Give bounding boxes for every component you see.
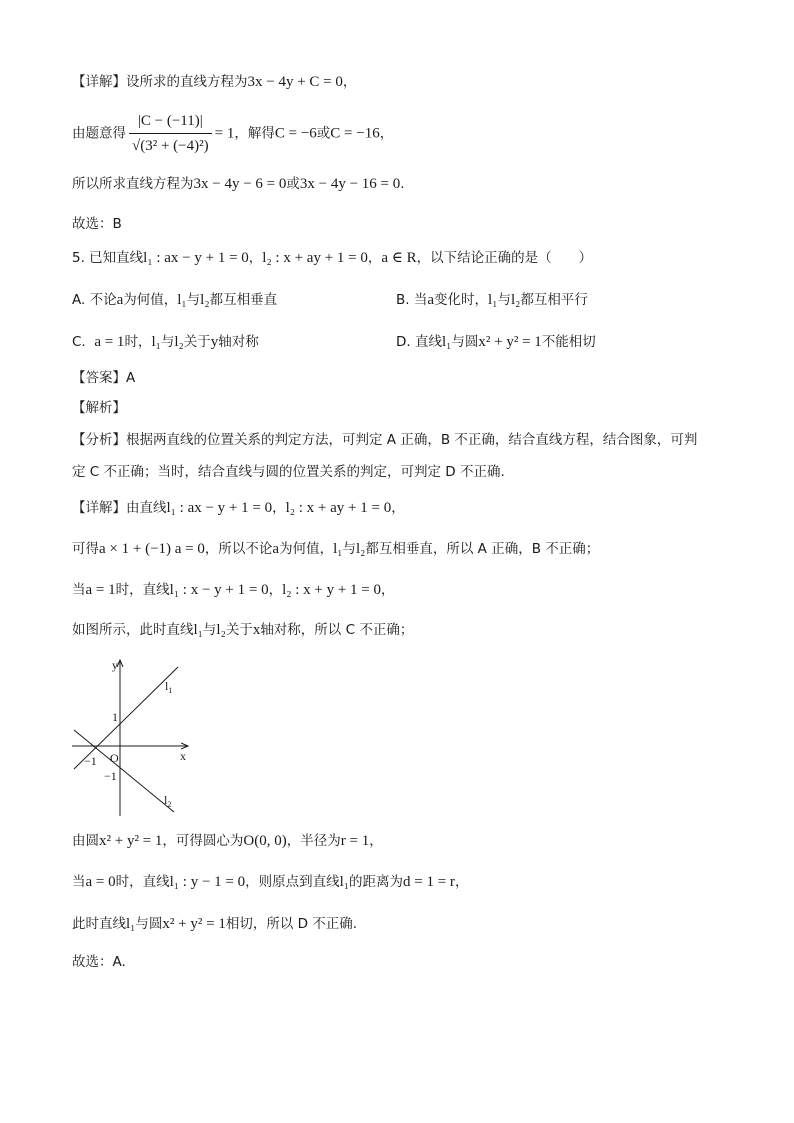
var: a	[116, 292, 124, 308]
detail-4	[72, 580, 395, 600]
var: a	[427, 292, 435, 308]
fraction-denominator: √(3² + (−4)²)	[132, 138, 209, 154]
punct: .	[400, 176, 405, 192]
text: ，则原点到直线	[245, 874, 340, 890]
text: 都互相垂直	[209, 292, 278, 308]
circle-eq: x² + y² = 1	[162, 916, 226, 932]
l1-graph-label	[165, 679, 172, 695]
text: 都互相平行	[520, 292, 588, 308]
text: 与圆	[135, 916, 163, 932]
condition: a ∈ R	[381, 250, 417, 266]
var: l₁	[339, 874, 350, 890]
distance-fraction	[129, 110, 212, 157]
line-equation: 3x − 4y + C = 0	[247, 74, 343, 90]
text: 时，直线	[115, 874, 170, 890]
l2-letter: l	[164, 793, 168, 807]
detail-text: 【详解】设所求的直线方程为	[72, 74, 248, 90]
text: 当	[72, 582, 86, 598]
var: l₂	[510, 292, 521, 308]
var: l₁	[126, 916, 136, 932]
solution-2: C = −16	[330, 125, 380, 142]
option-d	[396, 332, 596, 352]
var: l₁	[193, 622, 203, 638]
result-eq-1: 3x − 4y − 6 = 0	[193, 176, 287, 192]
equals-one: = 1	[214, 125, 235, 142]
var: l₁	[488, 292, 498, 308]
line-l2: l₂ : x + ay + 1 = 0	[285, 500, 392, 516]
punct: ，	[391, 500, 405, 516]
detail-8	[72, 914, 357, 934]
text: 直线	[414, 334, 442, 350]
l1-sub: 1	[168, 686, 173, 695]
text: 关于	[183, 334, 211, 350]
tick-label-neg1-x: −1	[84, 754, 97, 768]
text: 时，	[124, 334, 152, 350]
text: 当	[72, 874, 86, 890]
distance-equation-line	[72, 110, 393, 157]
l2-sub: 2	[167, 800, 172, 809]
perp-eq: a × 1 + (−1) a = 0	[99, 541, 205, 557]
var: l₂	[174, 334, 184, 350]
var: a = 1	[85, 582, 116, 598]
text: ，以下结论正确的是（ ）	[416, 250, 593, 266]
text: ，可得圆心为	[162, 833, 244, 849]
fraction-numerator: |C − (−11)|	[129, 110, 212, 134]
result-line	[72, 174, 405, 194]
option-c	[72, 332, 259, 352]
line-l1: l₁ : x − y + 1 = 0	[169, 582, 269, 598]
detail-5	[72, 620, 413, 640]
var: l₂	[355, 541, 366, 557]
text: 为何值，	[123, 292, 178, 308]
line-l1: l₁ : ax − y + 1 = 0	[143, 250, 249, 266]
text: 的距离为	[349, 874, 404, 890]
question-5	[72, 248, 592, 268]
line-l2: l₂ : x + y + 1 = 0	[282, 582, 382, 598]
var: a	[272, 541, 280, 557]
text: 为何值，	[279, 541, 334, 557]
option-label: C.	[72, 334, 86, 350]
l2-graph-label	[164, 793, 171, 809]
option-b	[396, 290, 588, 310]
text: 不能相切	[541, 334, 596, 350]
line-l2-graph	[74, 730, 174, 812]
punct: ，	[454, 874, 469, 890]
text: 与	[497, 292, 511, 308]
fenxi-line-2: 定 C 不正确；当时，结合直线与圆的位置关系的判定，可判定 D 不正确.	[72, 464, 505, 480]
punct: ，	[369, 833, 383, 849]
text: ，半径为	[286, 833, 341, 849]
text: 都互相垂直，所以 A 正确，B 不正确；	[365, 541, 600, 557]
text: 此时直线	[72, 916, 126, 932]
punct: ，	[248, 250, 263, 266]
choose-b: 故选：B	[72, 216, 122, 232]
text: 轴对称，所以 C 不正确；	[260, 622, 414, 638]
var: l₁	[177, 292, 187, 308]
text: 可得	[72, 541, 99, 557]
text: 与	[202, 622, 217, 638]
circle-eq: x² + y² = 1	[99, 833, 163, 849]
text: 或	[316, 125, 331, 142]
detail-2	[72, 498, 405, 518]
text: 或	[286, 176, 300, 192]
punct: ，	[272, 500, 286, 516]
punct: ，	[367, 250, 382, 266]
center: O(0, 0)	[243, 833, 287, 849]
text: 如图所示，此时直线	[72, 622, 194, 638]
option-label: B.	[396, 292, 410, 308]
option-a	[72, 290, 277, 310]
text: 与	[342, 541, 356, 557]
line-l1: l₁ : ax − y + 1 = 0	[166, 500, 273, 516]
var: a = 0	[85, 874, 116, 890]
text: ，所以不论	[204, 541, 273, 557]
radius: r = 1	[340, 833, 370, 849]
line-l2: l₂ : x + ay + 1 = 0	[262, 250, 368, 266]
text: 【详解】由直线	[72, 500, 167, 516]
var: l₂	[200, 292, 210, 308]
punct: ，	[379, 125, 394, 142]
text: 变化时，	[434, 292, 489, 308]
symmetry-figure	[68, 656, 198, 818]
result-eq-2: 3x − 4y − 16 = 0	[299, 176, 401, 192]
text: 关于	[225, 622, 253, 638]
option-label: A.	[72, 292, 86, 308]
var: y	[210, 334, 219, 350]
l1-letter: l	[165, 679, 169, 693]
tick-label-neg1-y: −1	[104, 769, 117, 783]
option-label: D.	[396, 334, 411, 350]
detail-line-1	[72, 72, 356, 92]
text: ，解得	[234, 125, 275, 142]
text: 相切，所以 D 不正确.	[225, 916, 358, 932]
text: 轴对称	[218, 334, 259, 350]
solution-1: C = −6	[274, 125, 317, 142]
text: 不论	[89, 292, 117, 308]
choose-a: 故选：A.	[72, 954, 126, 970]
detail-3	[72, 539, 599, 559]
text: 所以所求直线方程为	[72, 176, 194, 192]
var: x	[252, 622, 261, 638]
punct: ，	[342, 74, 357, 90]
text: 5. 已知直线	[72, 250, 144, 266]
circle-eq: x² + y² = 1	[478, 334, 542, 350]
text: 与	[160, 334, 175, 350]
answer: 【答案】A	[72, 370, 136, 386]
detail-6	[72, 831, 383, 851]
fenxi-line-1: 【分析】根据两直线的位置关系的判定方法，可判定 A 正确，B 不正确，结合直线方程，结合图象，可判	[72, 432, 698, 448]
x-axis-label: x	[180, 749, 186, 763]
detail-7	[72, 872, 468, 892]
text: 与圆	[451, 334, 479, 350]
analysis-heading: 【解析】	[72, 400, 126, 416]
punct: ，	[268, 582, 283, 598]
tick-label-1: 1	[112, 710, 118, 724]
var: l₁	[441, 334, 452, 350]
var: l₂	[216, 622, 226, 638]
text: 当	[413, 292, 428, 308]
var: l₁	[333, 541, 343, 557]
text: 时，直线	[115, 582, 170, 598]
punct: ，	[381, 582, 395, 598]
line-l1: l₁ : y − 1 = 0	[169, 874, 246, 890]
origin-label: O	[110, 751, 119, 765]
distance: d = 1 = r	[403, 874, 455, 890]
var: a = 1	[94, 334, 125, 350]
text: 与	[186, 292, 201, 308]
text: 由题意得	[72, 125, 126, 142]
y-axis-label: y	[112, 658, 118, 672]
var: l₁	[151, 334, 161, 350]
text: 由圆	[72, 833, 99, 849]
